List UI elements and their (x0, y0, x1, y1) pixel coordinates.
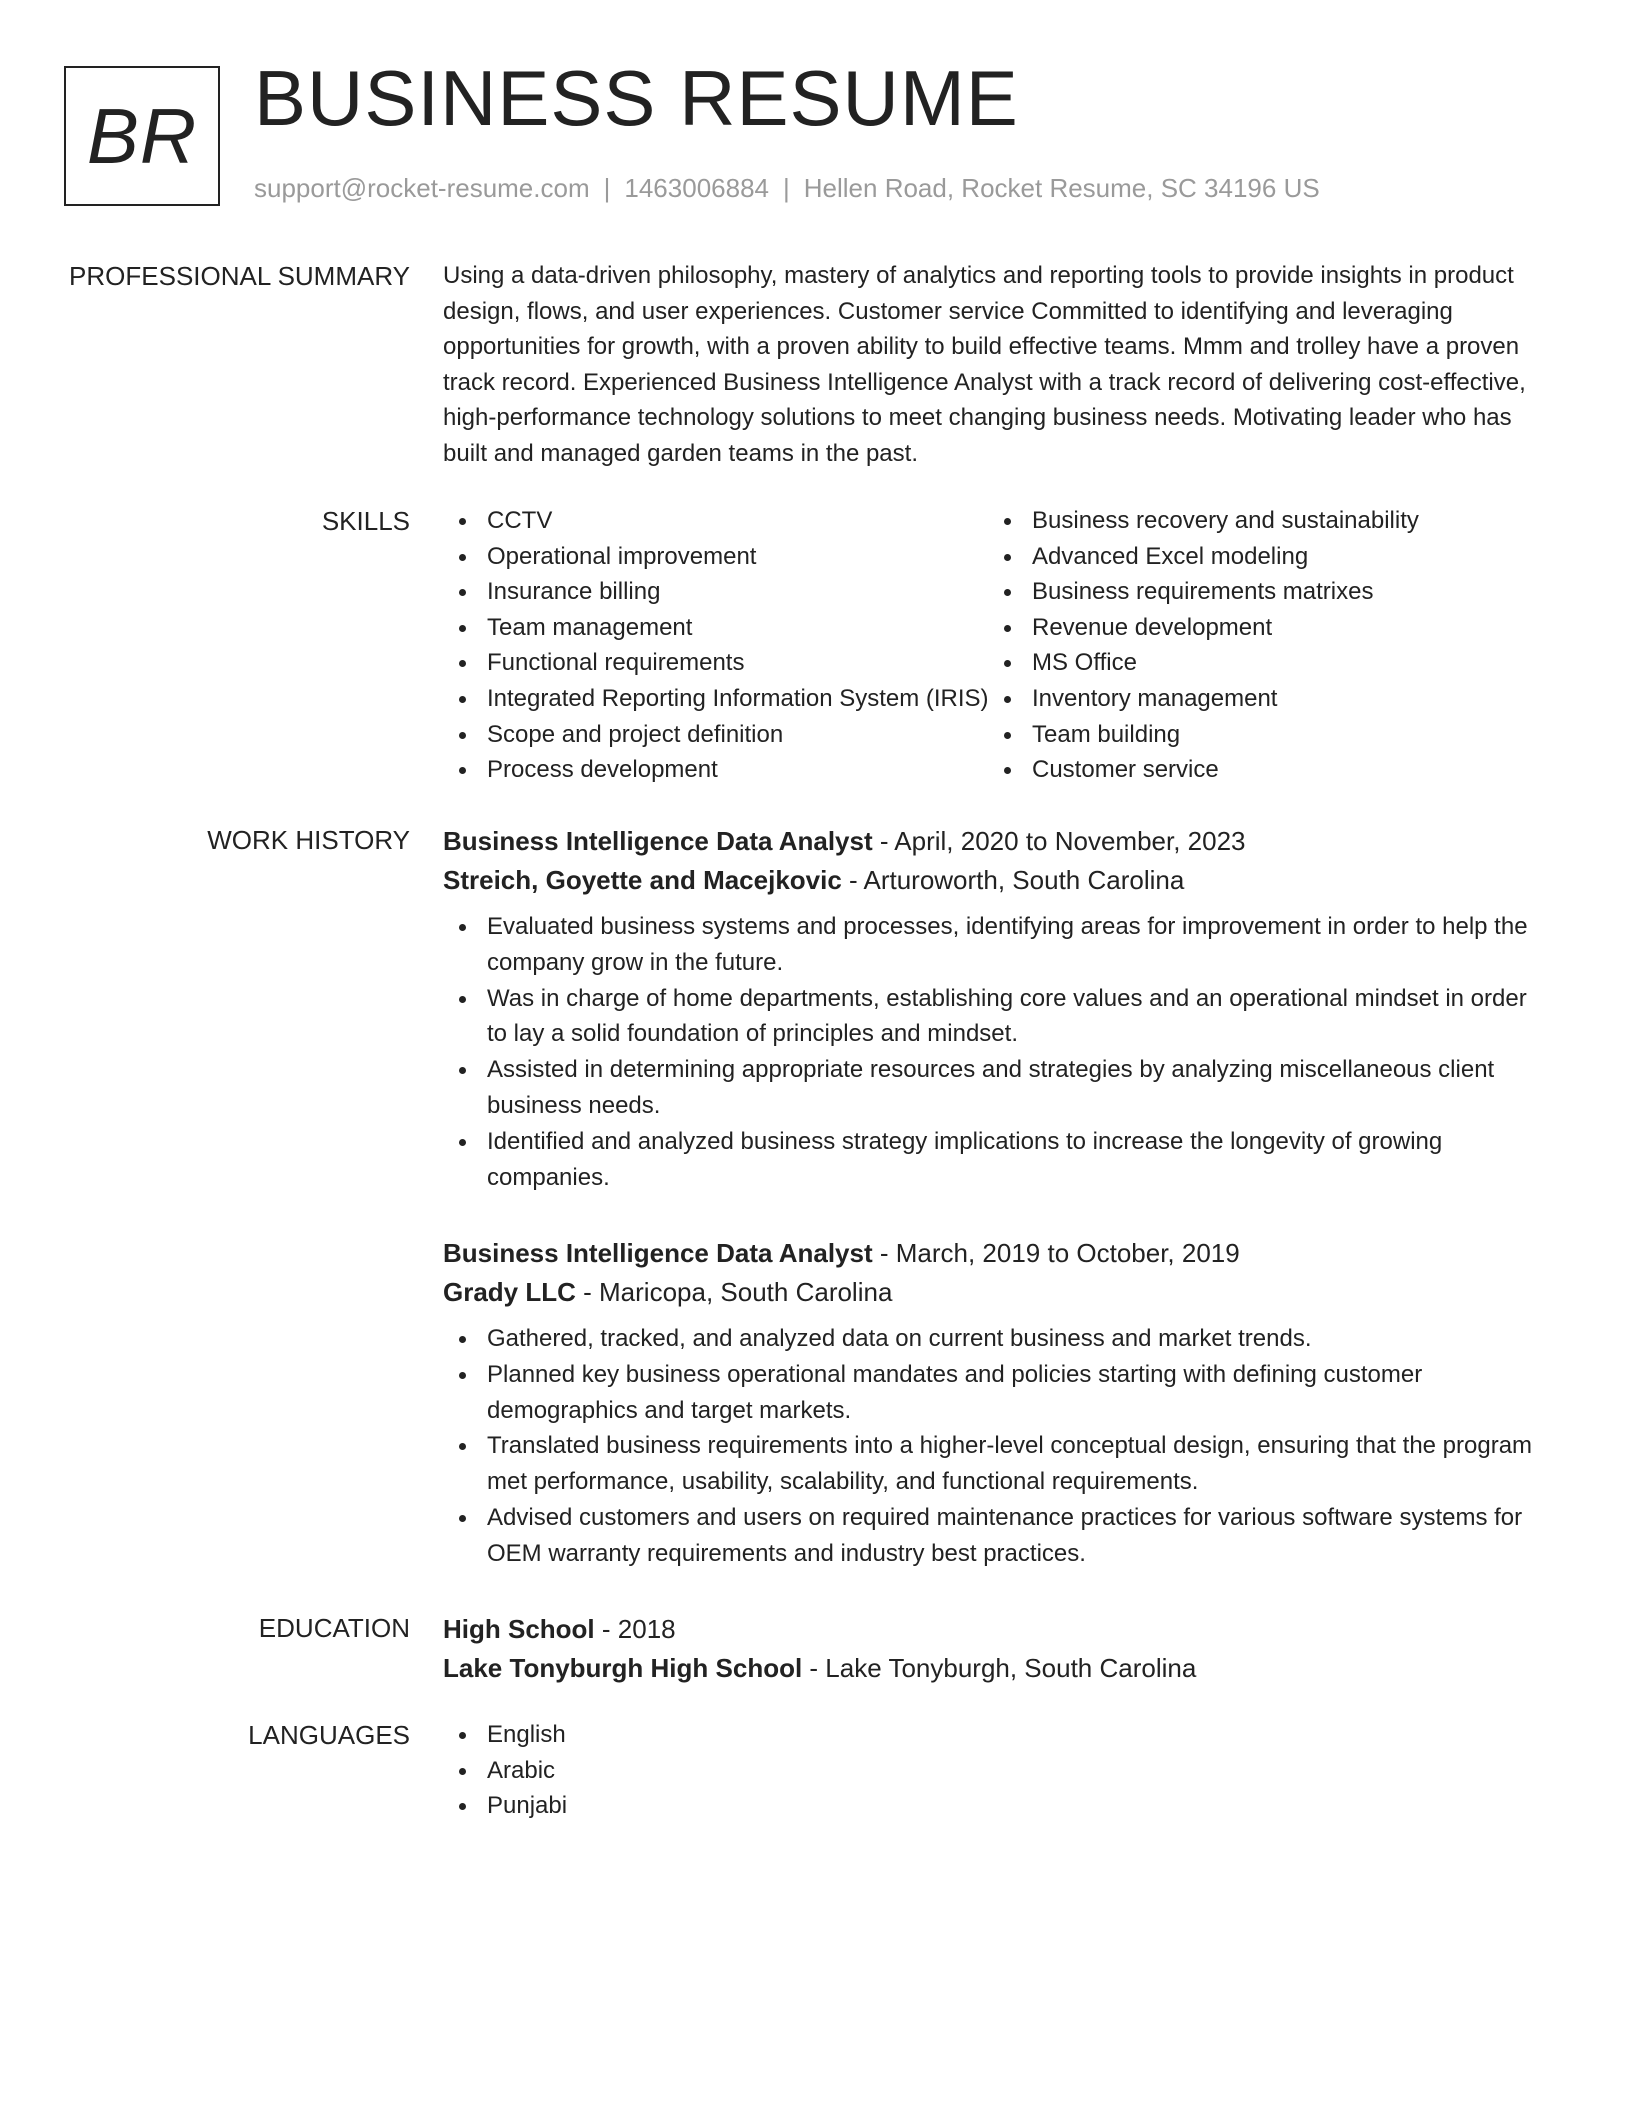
job-company: Streich, Goyette and Macejkovic (443, 865, 842, 895)
job-bullet: Evaluated business systems and processes, identifying areas for improvement in order to help the company grow in the future. (443, 909, 1553, 981)
job-bullet: Identified and analyzed business strategy implications to increase the longevity of growing companies. (443, 1124, 1553, 1196)
job-bullet: Advised customers and users on required maintenance practices for various software systems for OEM warranty requirements and industry best practices. (443, 1500, 1553, 1572)
job-bullet: Assisted in determining appropriate resources and strategies by analyzing miscellaneous client business needs. (443, 1052, 1553, 1124)
job-dates: - April, 2020 to November, 2023 (872, 826, 1246, 856)
education-school: Lake Tonyburgh High School (443, 1653, 803, 1683)
job-title: Business Intelligence Data Analyst (443, 826, 873, 856)
education-entry (443, 1610, 1553, 1688)
education-degree: High School (443, 1614, 595, 1644)
skill-item: Functional requirements (443, 645, 988, 681)
education-location: - Lake Tonyburgh, South Carolina (802, 1653, 1197, 1683)
job-bullet: Was in charge of home departments, establishing core values and an operational mindset in order to lay a solid foundation of principles and mindset. (443, 981, 1553, 1053)
contact-phone: 1463006884 (624, 173, 769, 203)
contact-line (254, 173, 1320, 204)
job-location: - Arturoworth, South Carolina (841, 865, 1185, 895)
skill-item: Customer service (988, 752, 1533, 788)
skill-item: Revenue development (988, 610, 1533, 646)
job-bullet: Translated business requirements into a higher-level conceptual design, ensuring that the program met performance, usability, scalability, and functional requirements. (443, 1428, 1553, 1500)
skill-item: Team management (443, 610, 988, 646)
language-item: English (443, 1717, 1553, 1753)
skill-item: MS Office (988, 645, 1533, 681)
skill-item: Process development (443, 752, 988, 788)
skill-item: Insurance billing (443, 574, 988, 610)
monogram-initials: BR (86, 92, 198, 180)
skill-item: Business recovery and sustainability (988, 503, 1533, 539)
skill-item: Integrated Reporting Information System (IRIS) (443, 681, 988, 717)
skill-item: Business requirements matrixes (988, 574, 1533, 610)
education-year: - 2018 (594, 1614, 676, 1644)
contact-separator: | (783, 173, 790, 203)
skills-grid (443, 503, 1553, 788)
job-company-line (443, 861, 1553, 900)
education-degree-line (443, 1610, 1553, 1649)
section-label-work-history: WORK HISTORY (207, 825, 410, 855)
education-school-line (443, 1649, 1553, 1688)
job-company: Grady LLC (443, 1277, 576, 1307)
section-label-skills: SKILLS (321, 506, 410, 536)
resume-title: BUSINESS RESUME (254, 54, 1019, 142)
job-bullet-list (443, 909, 1553, 1195)
job-title: Business Intelligence Data Analyst (443, 1238, 873, 1268)
language-item: Arabic (443, 1753, 1553, 1789)
job-bullet: Planned key business operational mandates and policies starting with defining customer demographics and target markets. (443, 1357, 1553, 1429)
contact-separator: | (603, 173, 611, 203)
summary-text: Using a data-driven philosophy, mastery of analytics and reporting tools to provide insights in product design, flows, and user experiences. Customer service Committed to identifying and leveraging opportunities for growth, with a proven ability to build effective teams. Mmm and trolley have a proven track record. Experienced Business Intelligence Analyst with a track record of delivering cost-effective, high-performance technology solutions to meet changing business needs. Motivating leader who has built and managed garden teams in the past. (443, 262, 1526, 467)
job-entry (443, 822, 1553, 1195)
summary-content (443, 258, 1553, 472)
contact-email: support@rocket-resume.com (254, 173, 590, 203)
skill-item: CCTV (443, 503, 988, 539)
monogram-box (64, 66, 220, 206)
job-title-line (443, 1234, 1553, 1273)
job-dates: - March, 2019 to October, 2019 (872, 1238, 1240, 1268)
skill-item: Team building (988, 717, 1533, 753)
skill-item: Scope and project definition (443, 717, 988, 753)
skill-item: Inventory management (988, 681, 1533, 717)
job-entry (443, 1234, 1553, 1572)
skills-list-right (988, 503, 1533, 788)
section-label-summary: PROFESSIONAL SUMMARY (69, 261, 410, 291)
job-company-line (443, 1273, 1553, 1312)
job-bullet: Gathered, tracked, and analyzed data on current business and market trends. (443, 1321, 1553, 1357)
job-location: - Maricopa, South Carolina (575, 1277, 893, 1307)
contact-address: Hellen Road, Rocket Resume, SC 34196 US (803, 173, 1320, 203)
languages-list (443, 1717, 1553, 1824)
skills-list-left (443, 503, 988, 788)
job-title-line (443, 822, 1553, 861)
skill-item: Advanced Excel modeling (988, 539, 1533, 575)
section-label-education: EDUCATION (258, 1613, 410, 1643)
skill-item: Operational improvement (443, 539, 988, 575)
languages-content (443, 1717, 1553, 1824)
language-item: Punjabi (443, 1788, 1553, 1824)
job-bullet-list (443, 1321, 1553, 1572)
section-label-languages: LANGUAGES (248, 1720, 410, 1750)
